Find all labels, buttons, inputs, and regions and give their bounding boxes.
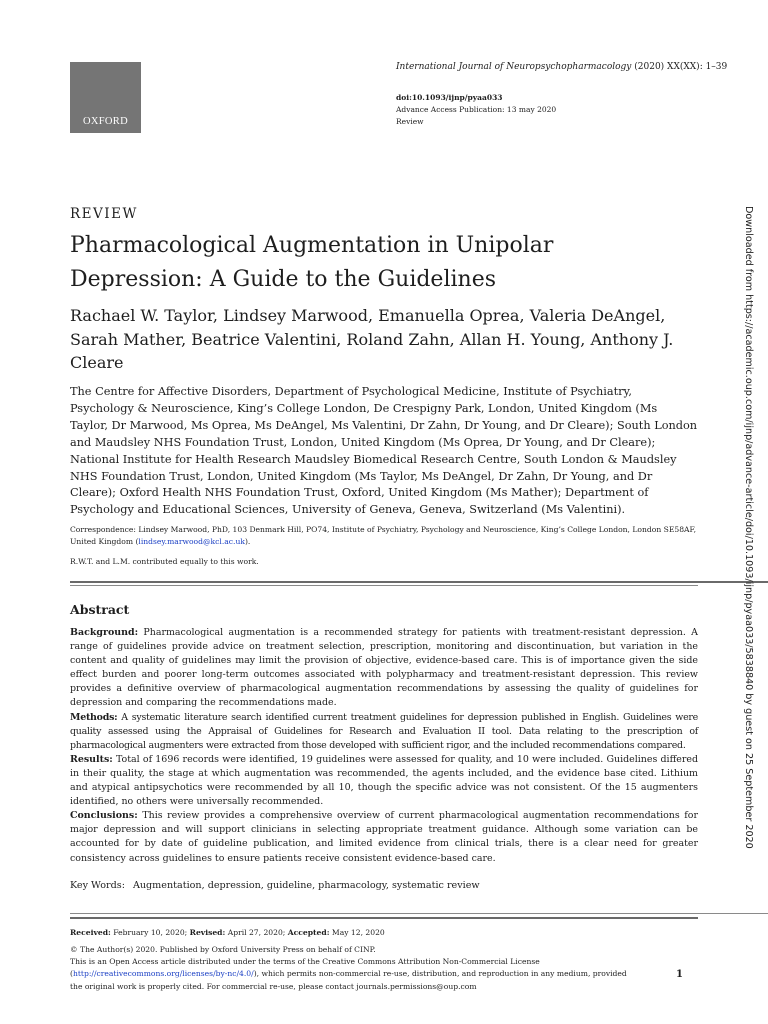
article-dates — [70, 928, 385, 937]
methods-label: Methods: — [70, 711, 118, 723]
abstract-background — [70, 626, 698, 711]
accepted-date: May 12, 2020 — [329, 928, 385, 937]
author-list: Rachael W. Taylor, Lindsey Marwood, Emanuella Oprea, Valeria DeAngel, Sarah Mather, Beatrice Valentini, Roland Zahn, Allan H. Young, Anthony J. Cleare — [70, 306, 674, 372]
divider — [70, 917, 698, 919]
divider — [70, 581, 768, 583]
article-type: Review — [396, 117, 424, 126]
background-label: Background: — [70, 627, 139, 638]
abstract-body — [70, 626, 698, 866]
correspondence-end: ). — [244, 537, 251, 546]
license-notice — [70, 944, 630, 993]
license-text — [70, 956, 630, 993]
doi[interactable]: doi:10.1093/ijnp/pyaa033 — [396, 93, 503, 102]
correspondence — [70, 524, 698, 548]
revised-date: April 27, 2020; — [225, 928, 288, 937]
logo-text: OXFORD — [83, 116, 128, 127]
keywords — [70, 880, 480, 891]
conclusions-label: Conclusions: — [70, 810, 138, 822]
divider — [70, 585, 698, 586]
oxford-logo — [70, 62, 141, 133]
contribution-note: R.W.T. and L.M. contributed equally to this work. — [70, 557, 259, 566]
abstract-methods — [70, 711, 698, 753]
copyright-line: © The Author(s) 2020. Published by Oxford University Press on behalf of CINP. — [70, 945, 376, 954]
accepted-label: Accepted: — [287, 928, 330, 937]
journal-volume: (2020) XX(XX): 1–39 — [631, 62, 728, 72]
divider — [70, 913, 768, 914]
conclusions-text: This review provides a comprehensive overview of current pharmacological augmentation recommendations for major depression and will support clinicians in selecting appropriate treatment guidance. Although some variation can be accounted for by date of guideline publication, and limited evidence from clinical trials, there is a clear need for greater consistency across guidelines to ensure patients receive consistent evidence-based care. — [70, 810, 698, 864]
journal-name: International Journal of Neuropsychopharmacology — [396, 62, 632, 72]
background-text: Pharmacological augmentation is a recommended strategy for patients with treatment-resistant depression. A range of guidelines provide advice on treatment selection, prescription, monitoring and discontinuation, but variation in the content and quality of guidelines may limit the provision of objective, evidence-based care. This is of importance given the side effect burden and poorer long-term outcomes associated with polypharmacy and treatment-resistant depression. This review provides a definitive overview of pharmacological augmentation recommendations by assessing the quality of guidelines for depression and comparing the recommendations made. — [70, 627, 698, 709]
received-label: Received: — [70, 928, 111, 937]
journal-citation — [396, 62, 727, 72]
advance-access-date: Advance Access Publication: 13 may 2020 — [396, 105, 557, 114]
abstract-heading: Abstract — [70, 602, 130, 617]
correspondence-text: Correspondence: Lindsey Marwood, PhD, 103 Denmark Hill, PO74, Institute of Psychiatry, Psychology and Neuroscience, King’s College London, London SE58AF, United Kingdom ( — [70, 525, 697, 546]
keywords-label: Key Words: — [70, 880, 125, 891]
abstract-results — [70, 753, 698, 809]
revised-label: Revised: — [189, 928, 226, 937]
license-url-link[interactable]: http://creativecommons.org/licenses/by-nc/4.0/ — [72, 969, 254, 979]
license-text-end: ), which permits non-commercial re-use, distribution, and reproduction in any medium, provided the original work is properly cited. For commercial re-use, please contact journals.permissions@oup.com — [70, 969, 627, 991]
results-label: Results: — [70, 753, 113, 765]
keywords-value: Augmentation, depression, guideline, pharmacology, systematic review — [132, 880, 480, 891]
download-watermark — [740, 206, 754, 849]
license-text-start: This is an Open Access article distributed under the terms of the Creative Commons Attribution Non-Commercial License ( — [70, 957, 540, 979]
correspondence-email-link[interactable]: lindsey.marwood@kcl.ac.uk — [138, 537, 245, 546]
affiliations: The Centre for Affective Disorders, Department of Psychological Medicine, Institute of Psychiatry, Psychology & Neuroscience, King’s College London, De Crespigny Park, London, United Kingdom (Ms Taylor, Dr Marwood, Ms Oprea, Ms DeAngel, Ms Valentini, Dr Zahn, Dr Young, and Dr Cleare); South London and Maudsley NHS Foundation Trust, London, United Kingdom (Ms Oprea, Dr Young, and Dr Cleare); National Institute for Health Research Maudsley Biomedical Research Centre, South London & Maudsley NHS Foundation Trust, London, United Kingdom (Ms Taylor, Ms DeAngel, Dr Zahn, Dr Young, and Dr Cleare); Oxford Health NHS Foundation Trust, Oxford, United Kingdom (Ms Mather); Department of Psychology and Educational Sciences, University of Geneva, Geneva, Switzerland (Ms Valentini). — [70, 385, 698, 517]
received-date: February 10, 2020; — [110, 928, 190, 937]
article-title: Pharmacological Augmentation in Unipolar Depression: A Guide to the Guidelines — [70, 233, 554, 292]
section-label: REVIEW — [70, 206, 138, 222]
abstract-conclusions — [70, 809, 698, 865]
results-text: Total of 1696 records were identified, 19 guidelines were assessed for quality, and 10 were included. Guidelines differed in their quality, the stage at which augmentation was recommended, the agents included, and the evidence base cited. Lithium and atypical antipsychotics were recommended by all 10, though the specific advice was not consistent. Of the 15 augmenters identified, no others were universally recommended. — [70, 753, 698, 808]
methods-text: A systematic literature search identified current treatment guidelines for depression published in English. Guidelines were quality assessed using the Appraisal of Guidelines for Research and Evaluation II tool. Data relating to the prescription of pharmacological augmenters were extracted from those developed with sufficient rigor, and the included recommendations compared. — [70, 711, 698, 751]
download-note-text: Downloaded from https://academic.oup.com/ijnp/advance-article/doi/10.1093/ijnp/pyaa033/5838840 by guest on 25 September 2020 — [743, 206, 754, 849]
page-number: 1 — [676, 969, 683, 980]
